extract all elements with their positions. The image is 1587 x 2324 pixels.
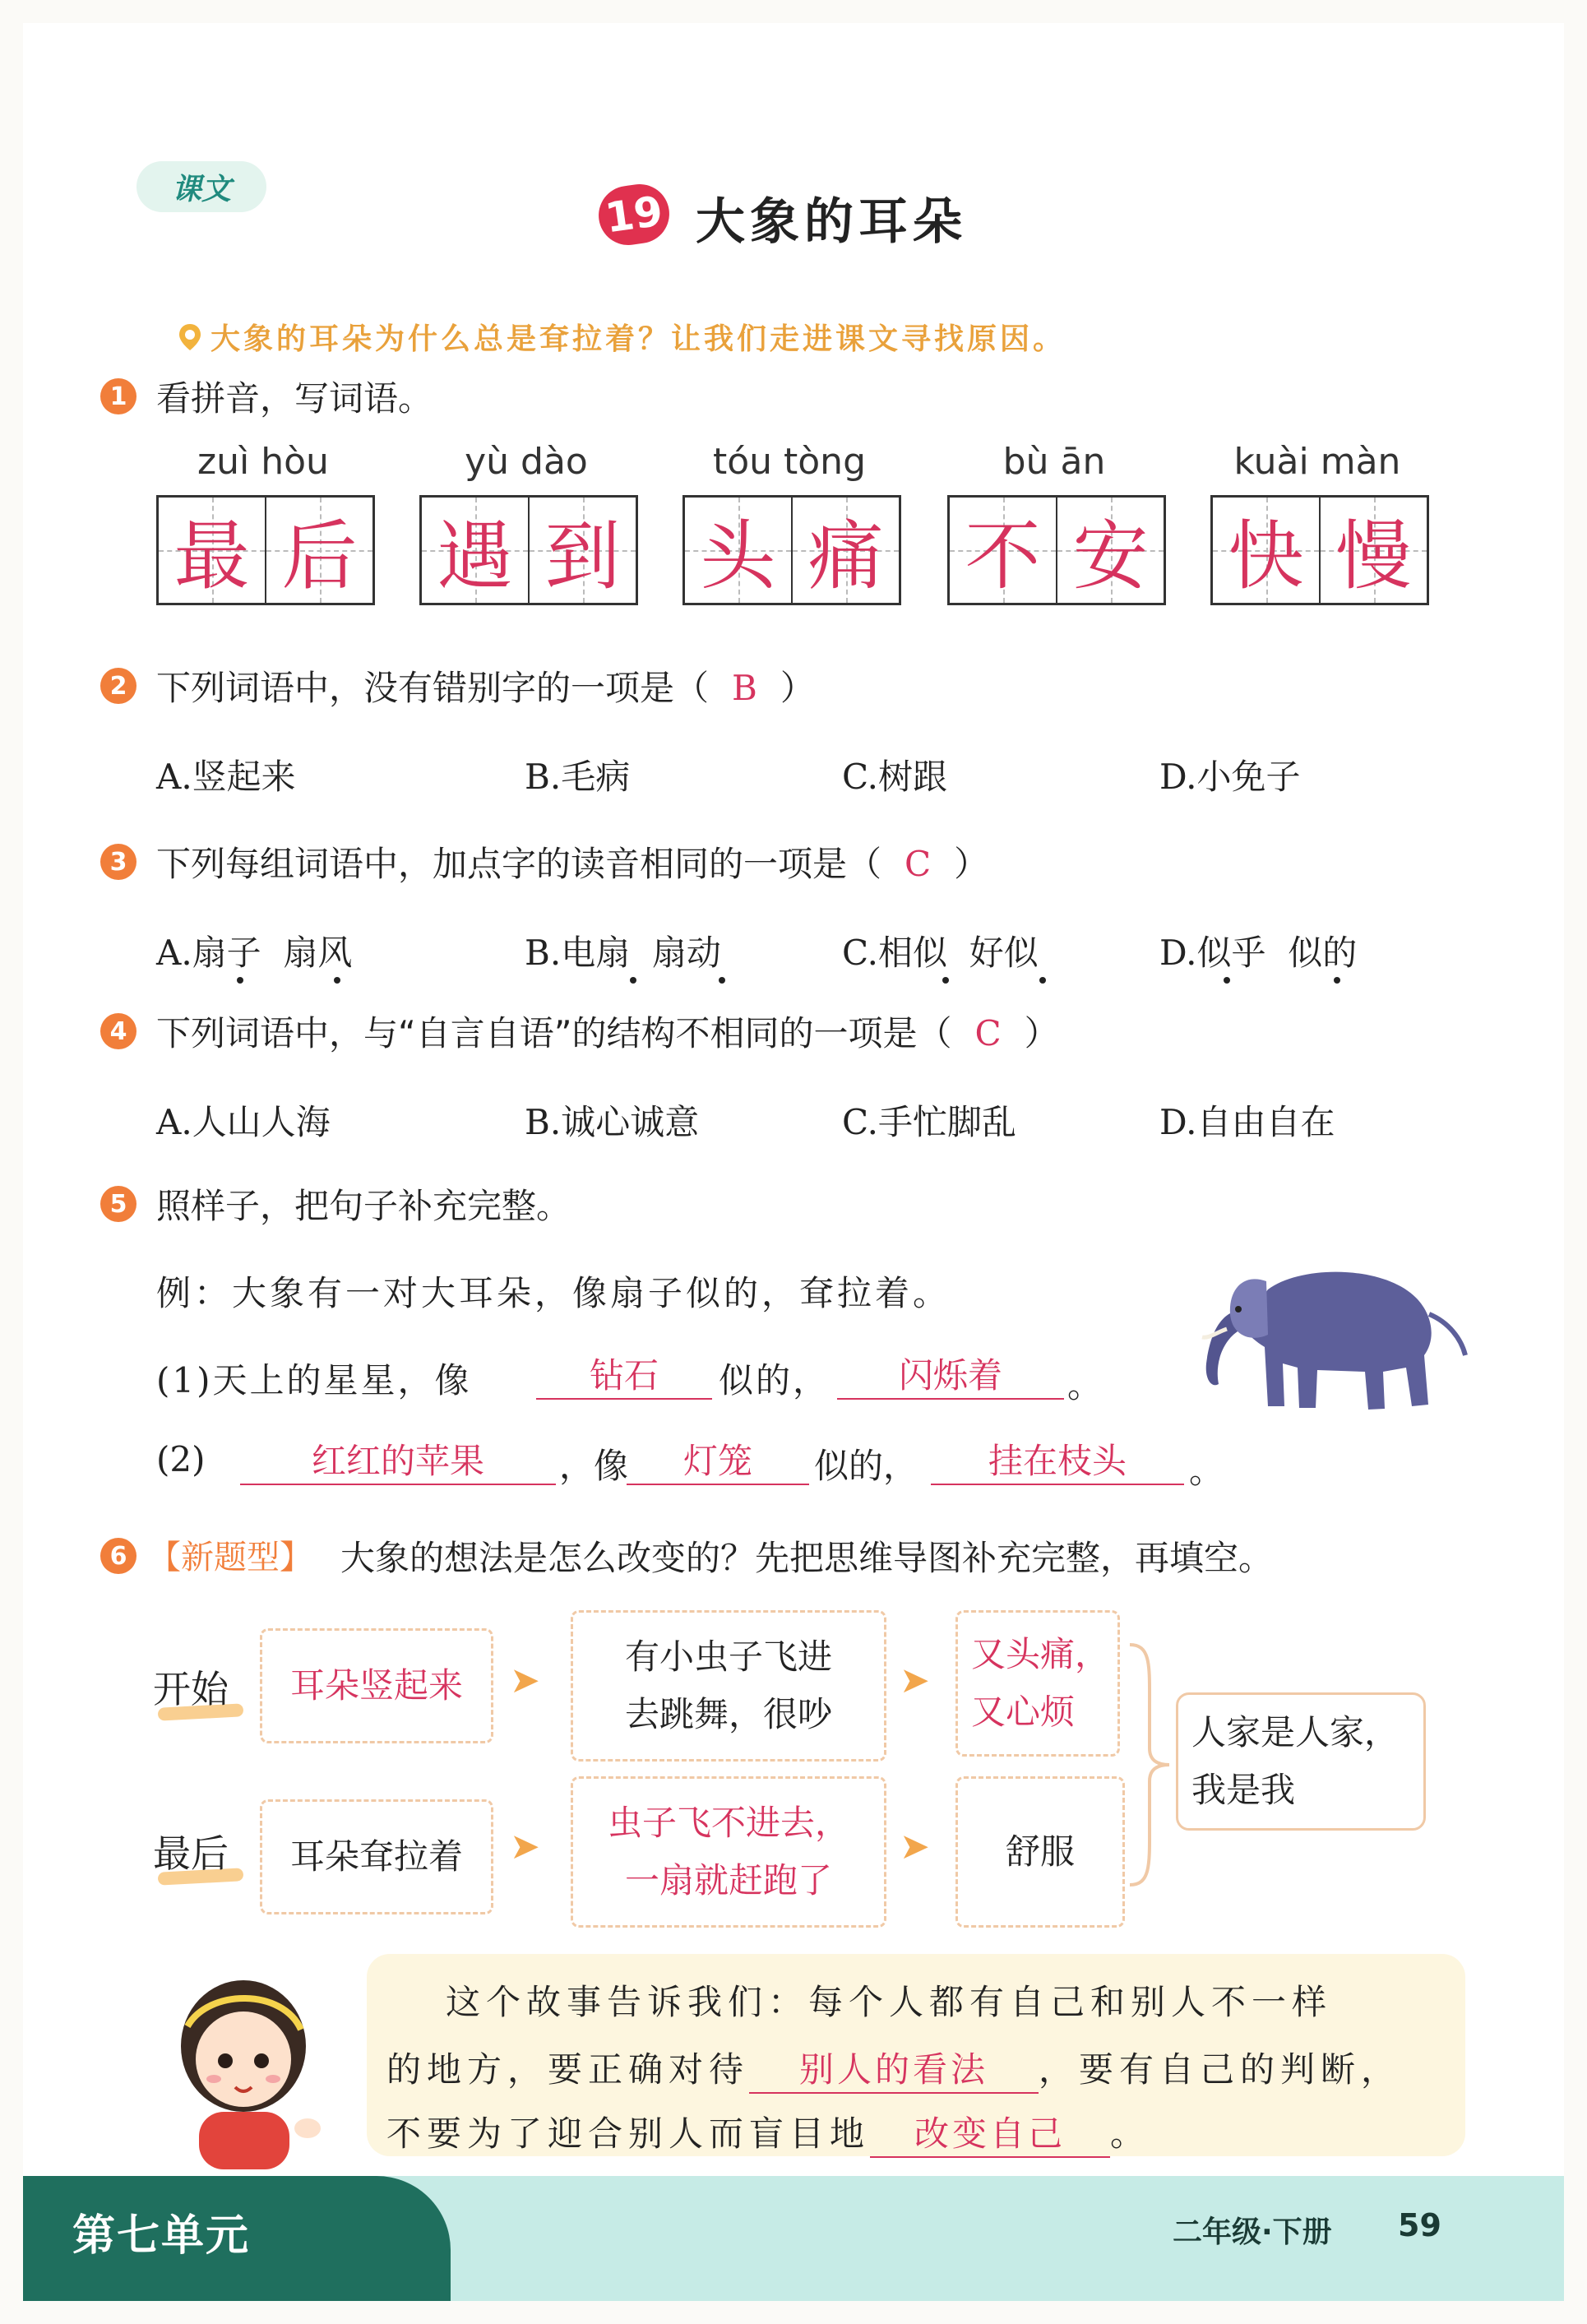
grid-cell: 遇 xyxy=(422,498,528,603)
q4-option-b: B.诚心诚意 xyxy=(525,1102,700,1142)
q3-option-c: C.相似 好似 xyxy=(842,933,1039,973)
q5-example: 例：大象有一对大耳朵，像扇子似的，耷拉着。 xyxy=(156,1273,951,1313)
grid-cell: 到 xyxy=(528,498,636,603)
emphasis-dot xyxy=(630,977,636,984)
emphasis-dot xyxy=(1334,977,1340,984)
q4-option-a: A.人山人海 xyxy=(156,1102,331,1142)
question-3-prompt: 下列每组词语中，加点字的读音相同的一项是（ C ） xyxy=(156,844,989,884)
q5-s2-blank-2: 灯笼 xyxy=(627,1434,809,1485)
unit-label: 第七单元 xyxy=(72,2211,251,2261)
question-2-answer: B xyxy=(732,668,757,708)
arrow-right-icon: ➤ xyxy=(510,1826,540,1868)
emphasis-dot xyxy=(1224,977,1230,984)
new-question-type-tag: 【新题型】 xyxy=(148,1539,312,1576)
arrow-right-icon: ➤ xyxy=(510,1660,540,1701)
q5-s1-blank-2: 闪烁着 xyxy=(837,1349,1064,1400)
q2-option-b: B.毛病 xyxy=(525,757,631,797)
question-3-answer: C xyxy=(905,844,932,884)
q2-option-c: C.树跟 xyxy=(842,757,947,797)
grid-cell: 最 xyxy=(159,498,265,603)
intro-text: 大象的耳朵为什么总是耷拉着？让我们走进课文寻找原因。 xyxy=(211,322,1066,356)
elephant-illustration xyxy=(1178,1232,1474,1429)
q5-sentence-1-prefix: (1)天上的星星，像 xyxy=(156,1360,472,1400)
q5-sentence-2-mid-2: 似的， xyxy=(814,1446,918,1486)
arrow-right-icon: ➤ xyxy=(900,1660,930,1701)
grade-label: 二年级·下册 xyxy=(1173,2215,1332,2249)
map-end-box-2: 虫子飞不进去， 一扇就赶跑了 xyxy=(571,1776,886,1928)
q5-sentence-1-end: 。 xyxy=(1067,1365,1103,1405)
map-start-box-3: 又头痛， 又心烦 xyxy=(955,1610,1120,1757)
q3-option-b: B.电扇 扇动 xyxy=(525,933,721,973)
q2-option-d: D.小免子 xyxy=(1159,757,1301,797)
q5-sentence-2-end: 。 xyxy=(1189,1451,1224,1491)
emphasis-dot xyxy=(942,977,949,984)
word-grid-1 xyxy=(156,495,375,605)
question-4-answer: C xyxy=(974,1013,1002,1053)
q4-option-d: D.自由自在 xyxy=(1159,1102,1335,1142)
intro-prompt xyxy=(178,316,1066,358)
question-2-prompt: 下列词语中，没有错别字的一项是（ B ） xyxy=(156,668,815,708)
question-4-prompt: 下列词语中，与“自言自语”的结构不相同的一项是（ C ） xyxy=(156,1013,1059,1053)
q2-option-a: A.竖起来 xyxy=(156,757,296,797)
q5-s1-blank-1: 钻石 xyxy=(536,1349,712,1400)
word-grid-2 xyxy=(419,495,638,605)
q5-s2-blank-3: 挂在枝头 xyxy=(931,1434,1184,1485)
grid-cell: 后 xyxy=(265,498,372,603)
q3-option-d: D.似乎 似的 xyxy=(1159,933,1358,973)
map-start-box-2: 有小虫子飞进 去跳舞，很吵 xyxy=(571,1610,886,1762)
emphasis-dot xyxy=(334,977,340,984)
word-grid-5 xyxy=(1210,495,1429,605)
workbook-page xyxy=(23,23,1564,2301)
conclusion-blank-1: 别人的看法 xyxy=(749,2043,1039,2094)
pinyin-5: kuài màn xyxy=(1233,441,1401,483)
conclusion-line-2: 的地方，要正确对待 别人的看法 ，要有自己的判断， xyxy=(386,2043,1401,2094)
lesson-title: 大象的耳朵 xyxy=(696,193,967,251)
page-number: 59 xyxy=(1398,2207,1441,2243)
grid-cell: 安 xyxy=(1056,498,1164,603)
question-1-number: 1 xyxy=(100,378,136,414)
question-5-number: 5 xyxy=(100,1186,136,1222)
question-2-number: 2 xyxy=(100,668,136,704)
map-end-box-3: 舒服 xyxy=(955,1776,1125,1928)
conclusion-line-3: 不要为了迎合别人而盲目地 改变自己 。 xyxy=(386,2107,1150,2158)
grid-cell: 快 xyxy=(1213,498,1319,603)
pinyin-3: tóu tòng xyxy=(712,441,867,483)
q4-option-c: C.手忙脚乱 xyxy=(842,1102,1016,1142)
question-3-number: 3 xyxy=(100,844,136,880)
girl-illustration xyxy=(151,1964,349,2169)
grid-cell: 不 xyxy=(950,498,1056,603)
q5-sentence-2-mid-1: ，像 xyxy=(559,1446,629,1486)
map-end-box-1: 耳朵耷拉着 xyxy=(260,1799,493,1914)
q5-sentence-2-prefix: (2) xyxy=(156,1439,206,1479)
q3-option-a: A.扇子 扇风 xyxy=(156,933,353,973)
question-4-number: 4 xyxy=(100,1013,136,1049)
map-summary-box: 人家是人家， 我是我 xyxy=(1176,1692,1426,1831)
conclusion-line-1: 这个故事告诉我们：每个人都有自己和别人不一样 xyxy=(446,1982,1333,2022)
question-5-prompt: 照样子，把句子补充完整。 xyxy=(156,1186,571,1226)
grid-cell: 慢 xyxy=(1319,498,1427,603)
question-1-prompt: 看拼音，写词语。 xyxy=(156,378,433,419)
question-6-prompt: 大象的想法是怎么改变的？先把思维导图补充完整，再填空。 xyxy=(340,1538,1274,1578)
word-grid-3 xyxy=(682,495,901,605)
pinyin-4: bù ān xyxy=(1002,441,1106,483)
question-6-number: 6 xyxy=(100,1538,136,1574)
location-pin-icon xyxy=(178,322,202,352)
row-label-end: 最后 xyxy=(153,1831,229,1876)
grid-cell: 头 xyxy=(685,498,791,603)
pinyin-2: yù dào xyxy=(465,441,588,483)
right-brace-icon xyxy=(1125,1641,1174,1888)
grid-cell: 痛 xyxy=(791,498,899,603)
conclusion-blank-2: 改变自己 xyxy=(870,2107,1110,2158)
q5-s2-blank-1: 红红的苹果 xyxy=(240,1434,556,1485)
map-start-box-1: 耳朵竖起来 xyxy=(260,1628,493,1743)
word-grid-4 xyxy=(947,495,1166,605)
q5-sentence-1-mid: 似的， xyxy=(719,1360,831,1400)
section-tag: 课文 xyxy=(136,161,266,212)
emphasis-dot xyxy=(1039,977,1046,984)
conclusion-panel xyxy=(367,1954,1465,2156)
emphasis-dot xyxy=(237,977,243,984)
row-label-start: 开始 xyxy=(153,1667,229,1711)
pinyin-1: zuì hòu xyxy=(197,441,329,483)
lesson-number-badge: 19 xyxy=(595,180,673,248)
emphasis-dot xyxy=(719,977,725,984)
arrow-right-icon: ➤ xyxy=(900,1826,930,1868)
